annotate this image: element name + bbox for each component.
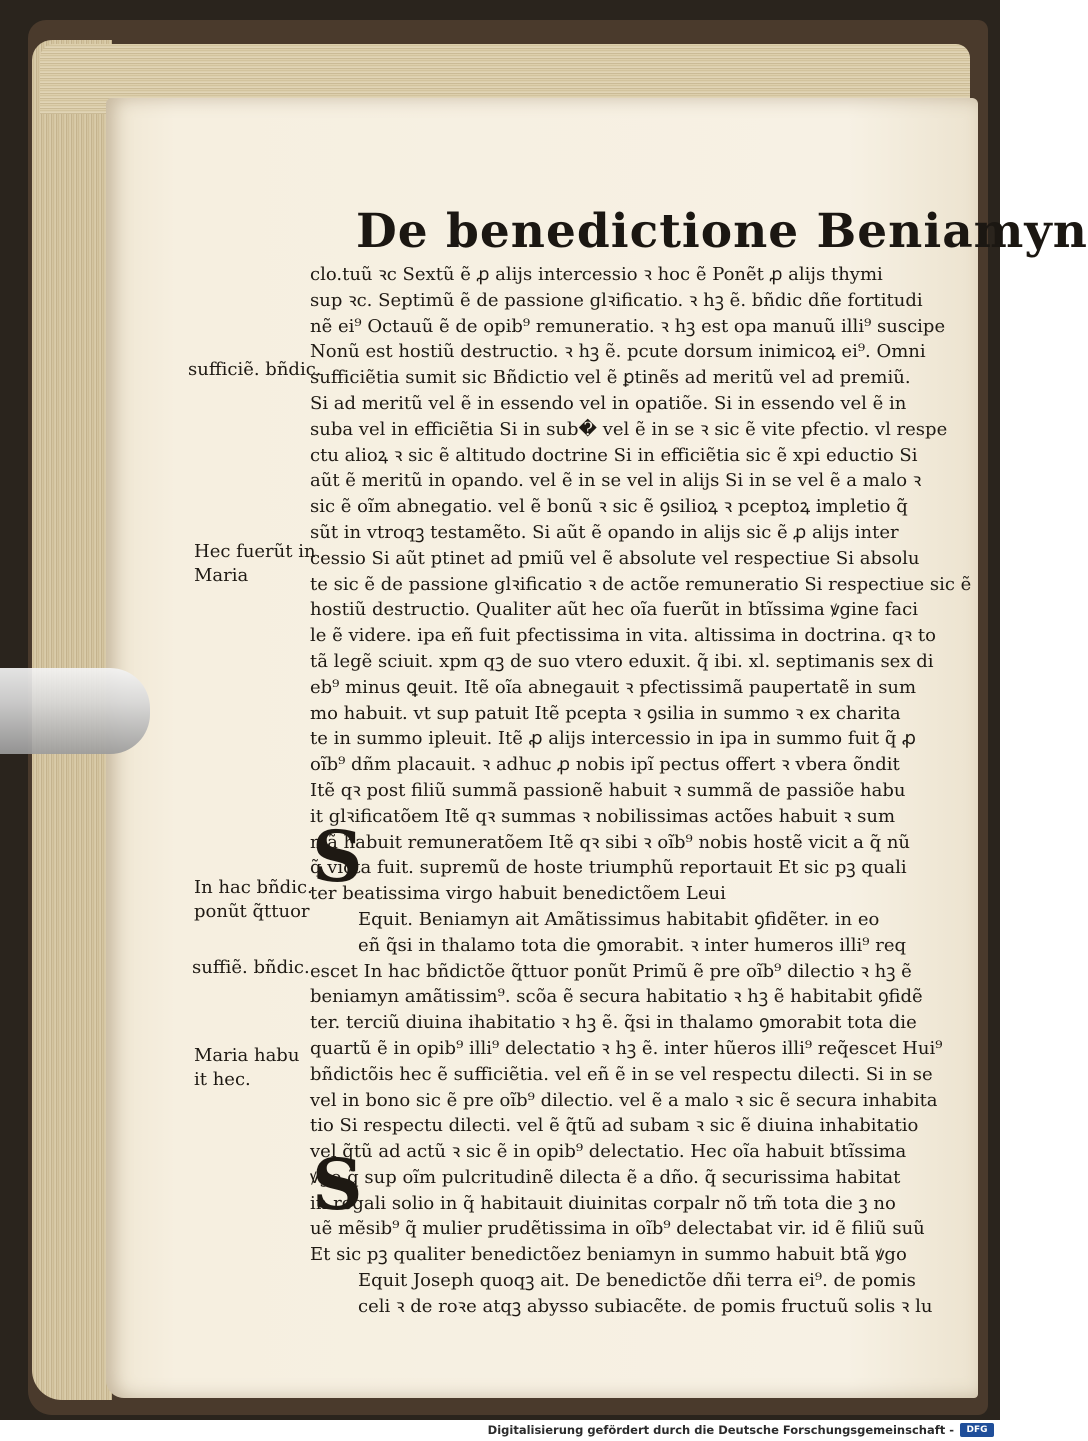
text-line: mo habuit. vt sup patuit Itẽ pcepta ꝛ ꝯsilia in summo ꝛ ex charita — [310, 702, 901, 724]
text-line: celi ꝛ de roꝛe atqꝫ abysso subiacẽte. de pomis fructuũ solis ꝛ lu — [358, 1295, 933, 1317]
text-line: it glꝛificatõem Itẽ qꝛ summas ꝛ nobilissimas actões habuit ꝛ sum — [310, 805, 896, 827]
text-line: in regali solio in q̃ habitauit diuinitas corpalr nõ tm̃ tota die ꝫ no — [310, 1192, 896, 1214]
text-line: te in summo ipleuit. Itẽ ꝓ alijs intercessio in ipa in summo fuit q̃ ꝓ — [310, 728, 916, 750]
body-text — [310, 262, 972, 1320]
text-line: te sic ẽ de passione glꝛificatio ꝛ de actõe remuneratio Si respectiue sic ẽ — [310, 573, 972, 595]
margin-note — [194, 1044, 299, 1092]
text-line: ctu alioꝝ ꝛ sic ẽ altitudo doctrine Si in efficiẽtia sic ẽ xpi eductio Si — [310, 444, 918, 466]
text-line: sup ꝛc. Septimũ ẽ de passione glꝛificatio. ꝛ hꝫ ẽ. bñdic dñe fortitudi — [310, 289, 923, 311]
text-line: nẽ ei⁹ Octauũ ẽ de opib⁹ remuneratio. ꝛ hꝫ est opa manuũ illi⁹ suscipe — [310, 315, 946, 337]
text-line: eñ q̃si in thalamo tota die ꝯmorabit. ꝛ inter humeros illi⁹ req — [358, 934, 906, 956]
text-line: Et sic pꝫ qualiter benedictõez beniamyn in summo habuit btã ꝟgo — [310, 1244, 907, 1266]
footer-bar — [0, 1420, 1000, 1441]
text-line: aũt ẽ meritũ in opando. vel ẽ in se vel in alijs Si in se vel ẽ a malo ꝛ — [310, 470, 922, 492]
page-clip — [0, 668, 150, 754]
margin-note-line: Maria — [194, 565, 249, 586]
text-line: eb⁹ minus ꝗeuit. Itẽ oĩa abnegauit ꝛ pfectissimã paupertatẽ in sum — [310, 676, 917, 698]
text-line: tio Si respectu dilecti. vel ẽ q̃tũ ad subam ꝛ sic ẽ diuina inhabitatio — [310, 1115, 919, 1137]
margin-note-line: In hac bñdic. — [194, 877, 313, 898]
text-line: q̃ victa fuit. supremũ de hoste triumphũ reportauit Et sic pꝫ quali — [310, 857, 907, 879]
text-line: oĩb⁹ dñm placauit. ꝛ adhuc ꝓ nobis ipĩ pectus offert ꝛ vbera õndit — [310, 754, 900, 776]
dropcap: S — [312, 815, 363, 898]
text-line: Itẽ qꝛ post filiũ summã passionẽ habuit ꝛ summã de passiõe habu — [310, 779, 906, 801]
text-line: Si ad meritũ vel ẽ in essendo vel in opatiõe. Si in essendo vel ẽ in — [310, 392, 907, 414]
text-line: clo.tuũ ꝛc Sextũ ẽ ꝓ alijs intercessio ꝛ hoc ẽ Ponẽt ꝓ alijs thymi — [310, 264, 883, 285]
margin-note-line: Maria habu — [194, 1045, 300, 1066]
text-line: suba vel in efficiẽtia Si in sub� vel ẽ in se ꝛ sic ẽ vite pfectio. vl respe — [310, 418, 948, 440]
text-line: Equit. Beniamyn ait Amãtissimus habitabit ꝯfidẽter. in eo — [358, 908, 880, 930]
margin-note-line: it hec. — [194, 1069, 251, 1090]
text-line: sũt in vtroqꝫ testamẽto. Si aũt ẽ opando in alijs sic ẽ ꝓ alijs inter — [310, 521, 899, 543]
text-line: beniamyn amãtissim⁹. scõa ẽ secura habitatio ꝛ hꝫ ẽ habitabit ꝯfidẽ — [310, 986, 923, 1008]
footer-credit: Digitalisierung gefördert durch die Deutsche Forschungsgemeinschaft - — [487, 1423, 954, 1437]
dfg-logo: DFG — [960, 1423, 994, 1437]
text-line: Equit Joseph quoqꝫ ait. De benedictõe dñi terra ei⁹. de pomis — [358, 1270, 916, 1292]
text-line: vel q̃tũ ad actũ ꝛ sic ẽ in opib⁹ delectatio. Hec oĩa habuit btĩssima — [310, 1141, 907, 1163]
text-line: ter. terciũ diuina ihabitatio ꝛ hꝫ ẽ. q̃si in thalamo ꝯmorabit tota die — [310, 1012, 917, 1034]
dropcap: S — [312, 1143, 363, 1226]
text-line: bñdictõis hec ẽ sufficiẽtia. vel eñ ẽ in se vel respectu dilecti. Si in se — [310, 1063, 933, 1085]
text-line: escet In hac bñdictõe q̃ttuor ponũt Primũ ẽ pre oĩb⁹ dilectio ꝛ hꝫ ẽ — [310, 960, 912, 982]
margin-note — [188, 358, 322, 382]
text-line: hostiũ destructio. Qualiter aũt hec oĩa fuerũt in btĩssima ꝟgine faci — [310, 599, 918, 621]
page-heading: De benedictione Beniamyn — [356, 204, 1088, 259]
text-line: mã habuit remuneratõem Itẽ qꝛ sibi ꝛ oĩb⁹ nobis hostẽ vicit a q̃ nũ — [310, 831, 911, 853]
text-line: quartũ ẽ in opib⁹ illi⁹ delectatio ꝛ hꝫ ẽ. inter hũeros illi⁹ req̃escet Hui⁹ — [310, 1037, 943, 1059]
text-line: ter beatissima virgo habuit benedictõem Leui — [310, 883, 726, 905]
text-line: cessio Si aũt ptinet ad pmiũ vel ẽ absolute vel respectiue Si absolu — [310, 547, 920, 569]
margin-note-line: ponũt q̃ttuor — [194, 901, 310, 922]
text-line: uẽ mẽsib⁹ q̃ mulier prudẽtissima in oĩb⁹ delectabat vir. id ẽ filiũ suũ — [310, 1218, 925, 1240]
text-line: sufficiẽtia sumit sic Bñdictio vel ẽ ꝑtinẽs ad meritũ vel ad premiũ. — [310, 367, 911, 389]
text-line: vel in bono sic ẽ pre oĩb⁹ dilectio. vel ẽ a malo ꝛ sic ẽ secura inhabita — [310, 1089, 938, 1111]
text-line: sic ẽ oĩm abnegatio. vel ẽ bonũ ꝛ sic ẽ ꝯsilioꝝ ꝛ pceptoꝝ impletio q̃ — [310, 496, 908, 518]
margin-note-line: Hec fuerũt in — [194, 541, 316, 562]
text-line: Nonũ est hostiũ destructio. ꝛ hꝫ ẽ. pcute dorsum inimicoꝝ ei⁹. Omni — [310, 341, 926, 363]
margin-note — [194, 540, 316, 588]
margin-note — [192, 956, 310, 980]
text-line: tã legẽ sciuit. xpm qꝫ de suo vtero eduxit. q̃ ibi. xl. septimanis sex di — [310, 650, 934, 672]
margin-note-line: suffiẽ. bñdic. — [192, 957, 310, 978]
text-line: le ẽ videre. ipa eñ fuit pfectissima in vita. altissima in doctrina. qꝛ to — [310, 625, 936, 647]
margin-note — [194, 876, 313, 924]
margin-note-line: sufficiẽ. bñdic. — [188, 359, 322, 380]
text-line: ꝟgo q̃ sup oĩm pulcritudinẽ dilecta ẽ a dño. q̃ securissima habitat — [310, 1166, 901, 1188]
